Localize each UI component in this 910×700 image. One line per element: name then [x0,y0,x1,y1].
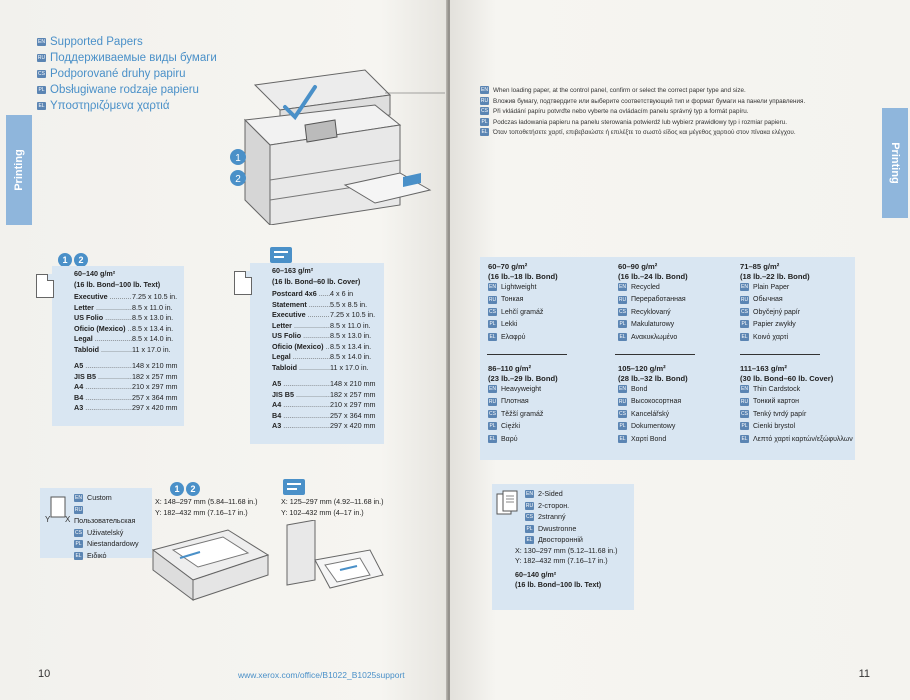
paper-weight: 111–163 g/m² [740,364,787,373]
size-row [74,313,178,324]
size-row [272,363,378,374]
lang-label [525,511,630,523]
paper-type-text: Makulaturowy [631,321,675,329]
lang-label [525,500,630,512]
lang-code-icon: PL [741,321,748,328]
lang-label [525,534,630,546]
paper-type-text: Lehčí gramáž [501,308,544,316]
paper-type-text: Lekki [501,321,518,329]
paper-type-name [740,421,853,433]
size-value: 210 x 297 mm [330,400,376,409]
duplex-weight-sub: (16 lb. Bond–100 lb. Text) [515,580,602,589]
custom-tray-y: Y: 182–432 mm (7.16–17 in.) [155,507,248,517]
heading-line [37,50,217,66]
size-row [74,303,178,314]
paper-type-text: Recycled [631,284,660,291]
lang-code-icon: EN [741,386,748,393]
separator [487,354,567,355]
lang-label [74,538,148,550]
paper-type-name [488,332,558,344]
size-name: Oficio (Mexico) ..... [272,342,330,353]
size-value: 8.5 x 13.4 in. [132,323,174,333]
heading-line [37,34,217,50]
paper-type-text: Těžší gramáž [501,410,544,418]
paper-type-name [618,282,688,294]
lang-code-icon: EL [741,435,748,442]
lang-text: Ειδικό [87,550,107,560]
duplex-box [492,484,634,610]
svg-text:Y: Y [45,515,51,524]
instruction-line [480,86,860,97]
lang-code-icon: RU [525,502,534,509]
size-row [74,403,178,414]
tray-weight-sub: (16 lb. Bond–100 lb. Text) [74,279,161,289]
size-row [272,421,378,432]
lang-text: 2-сторон. [538,500,570,510]
lang-code-icon: EN [489,386,496,393]
two-sided-icon [496,490,520,516]
lang-code-icon: EL [489,435,496,442]
lang-code-icon: RU [618,296,627,303]
paper-weight: 105–120 g/m² [618,364,666,373]
instruction-text: Při vkládání papíru potvrďte nebo vyberte na ovládacím panelu správný typ a formát papíru. [493,108,749,115]
lang-label [74,527,148,539]
size-row [272,342,378,353]
paper-type-name [740,409,853,421]
paper-type-name [618,409,688,421]
tray-1-badge: 1 [170,482,184,496]
tray-metric-list [74,361,178,414]
lang-code-icon: EN [489,284,496,291]
paper-type-text: Plain Paper [753,284,790,291]
paper-type-group [488,262,558,344]
heading-line [37,66,217,82]
lang-code-icon: PL [741,423,748,430]
lang-code-icon: RU [74,506,83,513]
tab-label: Printing [13,149,25,191]
size-name: Letter ..... [272,321,330,332]
paper-type-text: Kancelářský [631,410,670,418]
size-value: 182 x 257 mm [330,389,376,399]
lang-code-icon: PL [619,423,626,430]
paper-weight-sub: (23 lb.–29 lb. Bond) [488,374,558,383]
bypass-weight: 60–163 g/m² [272,266,314,275]
lang-code-icon: EN [526,491,533,498]
paper-type-text: Thin Cardstock [753,386,801,393]
right-page [450,0,910,700]
duplex-x: X: 130–297 mm (5.12–11.68 in.) [515,545,618,555]
size-value: 8.5 x 13.0 in. [132,313,174,322]
paper-type-group [618,364,688,446]
paper-type-name [618,384,688,396]
size-name: Executive ..... [74,292,132,303]
size-row [272,321,378,332]
printer-illustration [225,65,445,225]
custom-labels-list [74,492,148,561]
size-value: 5.5 x 8.5 in. [330,299,368,309]
loading-instructions [480,86,860,139]
instruction-line [480,107,860,118]
separator [615,354,695,355]
heading-line [37,98,217,114]
paper-type-name [740,332,810,344]
lang-code-icon: RU [488,398,497,405]
paper-weight-sub: (18 lb.–22 lb. Bond) [740,272,810,281]
tray-sizes-list [74,292,178,355]
paper-type-text: Переработанная [631,296,686,304]
size-value: 8.5 x 13.0 in. [330,331,372,340]
size-value: 11 x 17.0 in. [330,362,369,372]
custom-bypass-dims [281,497,384,518]
paper-type-text: Dokumentowy [631,423,676,431]
lang-code-icon: PL [489,321,496,328]
lang-code-icon: PL [75,541,82,548]
size-value: 210 x 297 mm [132,382,178,391]
paper-type-name [488,434,558,446]
paper-type-text: Heavyweight [501,386,542,393]
heading-text: Поддерживаемые виды бумаги [50,52,217,64]
lang-code-icon: EL [489,333,496,340]
size-value: 148 x 210 mm [330,379,376,388]
paper-type-name [488,294,558,306]
size-name: Postcard 4x6 ..... [272,289,330,300]
left-page [0,0,448,700]
lang-code-icon: CS [619,410,626,417]
size-name: A5 ..... [272,379,330,390]
duplex-y: Y: 182–432 mm (7.16–17 in.) [515,556,608,565]
paper-type-text: Tenký tvrdý papír [753,410,807,418]
lang-code-icon: CS [481,108,488,115]
lang-code-icon: EN [619,386,626,393]
tray-1-badge: 1 [58,253,72,267]
paper-type-name [740,434,853,446]
paper-type-text: Тонкий картон [753,398,800,406]
printing-tab-left [6,115,32,225]
size-row [74,361,178,372]
paper-type-text: Χαρτί Bond [631,435,667,443]
lang-text: Dwustronne [538,523,577,533]
tray-paper-box [52,266,184,426]
size-name: A5 ..... [74,361,132,372]
size-value: 257 x 364 mm [330,410,376,420]
size-name: A3 ..... [74,403,132,414]
size-name: Statement ..... [272,300,330,311]
lang-code-icon: EL [741,333,748,340]
size-name: US Folio ..... [272,331,330,342]
paper-type-text: Λεπτό χαρτί καρτών/εξώφυλλων [753,435,853,443]
support-url[interactable]: www.xerox.com/office/B1022_B1025support [238,670,405,680]
heading-text: Obsługiwane rodzaje papieru [50,84,199,96]
lang-code-icon: EL [526,537,533,544]
paper-type-name [618,434,688,446]
heading-text: Supported Papers [50,36,143,48]
paper-type-text: Ανακυκλωμένο [631,333,678,341]
size-row [272,310,378,321]
size-row [74,372,178,383]
size-value: 7.25 x 10.5 in. [330,310,376,319]
tab-label: Printing [889,142,901,184]
paper-type-name [618,294,688,306]
lang-label [74,550,148,562]
size-row [74,324,178,335]
size-name: Letter ..... [74,303,132,314]
size-row [272,400,378,411]
paper-type-text: Κοινό χαρτί [753,333,789,341]
lang-text: Custom [87,493,112,502]
paper-type-text: Lightweight [501,284,537,291]
lang-text: 2stranný [538,512,566,521]
paper-type-group [488,364,558,446]
svg-text:X: X [65,515,71,524]
paper-weight: 71–85 g/m² [740,262,780,271]
lang-code-icon: CS [741,410,748,417]
paper-weight-sub: (16 lb.–24 lb. Bond) [618,272,688,281]
size-row [272,300,378,311]
lang-label [74,504,148,527]
size-name: A4 ..... [272,400,330,411]
lang-code-icon: PL [619,321,626,328]
paper-type-name [740,282,810,294]
paper-icon [234,271,252,295]
paper-type-group [618,262,688,344]
svg-text:2: 2 [235,174,241,185]
lang-code-icon: EN [481,87,488,94]
size-row [272,289,378,300]
size-row [272,331,378,342]
instruction-text: When loading paper, at the control panel, confirm or select the correct paper type and size. [493,87,746,94]
paper-type-name [740,319,810,331]
custom-bypass-y: Y: 102–432 mm (4–17 in.) [281,507,364,517]
paper-type-text: Тонкая [501,296,524,304]
instruction-line [480,128,860,139]
bypass-metric-list [272,379,378,432]
bypass-tray-icon [270,247,292,263]
size-value: 8.5 x 13.4 in. [330,341,372,351]
paper-type-name [488,282,558,294]
printing-tab-right [882,108,908,218]
heading-line [37,82,217,98]
lang-label [525,488,630,500]
paper-type-text: Высокосортная [631,398,682,406]
bypass-tray-icon [283,479,305,495]
paper-type-name [488,384,558,396]
size-value: 257 x 364 mm [132,392,178,402]
paper-type-group [740,364,853,446]
paper-type-text: Ciężki [501,423,521,431]
lang-code-icon: EL [619,333,626,340]
lang-text: Двосторонній [538,535,583,544]
paper-icon [36,274,54,298]
lang-code-icon: PL [38,86,45,93]
paper-type-text: Ελαφρύ [501,333,526,341]
paper-type-name [740,396,853,408]
lang-code-icon: PL [481,118,488,125]
lang-code-icon: EN [38,38,45,45]
lang-code-icon: EL [481,129,488,136]
size-name: US Folio ..... [74,313,132,324]
paper-type-name [618,319,688,331]
paper-type-text: Obyčejný papír [753,308,801,316]
lang-code-icon: EN [619,284,626,291]
paper-weight: 60–90 g/m² [618,262,658,271]
instruction-text: Όταν τοποθετήσετε χαρτί, επιβεβαιώστε ή επιλέξτε το σωστό είδος και μέγεθος χαρτιού στον πίνακα ελέγχου. [493,129,796,136]
heading-text: Υποστηριζόμενα χαρτιά [50,100,170,112]
instruction-text: Вложив бумагу, подтвердите или выберите соответствующий тип и формат бумаги на панели управления. [493,97,806,105]
lang-code-icon: CS [619,308,626,315]
size-value: 297 x 420 mm [330,421,376,430]
size-value: 148 x 210 mm [132,361,178,370]
size-value: 8.5 x 11.0 in. [330,320,371,330]
paper-type-name [740,294,810,306]
page-number-right: 11 [858,668,870,680]
lang-code-icon: RU [740,296,749,303]
paper-type-text: Βαρύ [501,435,518,443]
bypass-sizes-list [272,289,378,373]
paper-type-name [740,307,810,319]
size-name: Legal ..... [272,352,330,363]
size-value: 7.25 x 10.5 in. [132,292,178,301]
lang-code-icon: RU [618,398,627,405]
lang-label [525,523,630,535]
paper-type-name [488,396,558,408]
separator [740,354,820,355]
paper-type-name [618,332,688,344]
size-row [74,382,178,393]
bypass-illustration [285,520,385,610]
svg-text:1: 1 [235,153,241,164]
instruction-text: Podczas ładowania papieru na panelu sterowania potwierdź lub wybierz prawidłowy typ i rozmiar papieru. [493,118,788,126]
heading-text: Podporované druhy papiru [50,68,186,80]
size-row [74,334,178,345]
paper-type-text: Плотная [501,398,529,406]
size-value: 297 x 420 mm [132,403,178,412]
lang-code-icon: RU [37,54,46,61]
lang-code-icon: CS [38,70,45,77]
lang-code-icon: RU [740,398,749,405]
paper-type-text: Bond [631,386,648,393]
lang-code-icon: PL [489,423,496,430]
lang-code-icon: RU [480,97,489,104]
paper-type-name [618,396,688,408]
tray-2-badge: 2 [186,482,200,496]
custom-size-icon [45,496,71,526]
size-row [74,393,178,404]
size-row [272,411,378,422]
lang-text: Niestandardowy [87,539,139,548]
tray-weight: 60–140 g/m² [74,269,116,278]
size-value: 182 x 257 mm [132,371,178,381]
lang-text: Пользовательская [74,516,136,525]
size-value: 8.5 x 14.0 in. [330,352,372,361]
size-name: Legal ..... [74,334,132,345]
supported-papers-heading [37,34,217,114]
size-row [74,345,178,356]
paper-type-name [488,307,558,319]
size-name: Tabloid ..... [272,363,330,374]
paper-weight-sub: (28 lb.–32 lb. Bond) [618,374,688,383]
paper-type-name [618,307,688,319]
paper-type-group [740,262,810,344]
lang-code-icon: EN [741,284,748,291]
size-row [74,292,178,303]
tray-illustration [148,520,273,610]
paper-weight-sub: (30 lb. Bond–60 lb. Cover) [740,374,834,383]
tray-2-badge: 2 [74,253,88,267]
paper-type-name [618,421,688,433]
paper-type-name [488,421,558,433]
size-value: 4 x 6 in [330,289,354,298]
size-name: Tabloid ..... [74,345,132,356]
size-name: A4 ..... [74,382,132,393]
paper-type-name [488,319,558,331]
bypass-paper-box [250,263,384,444]
paper-weight: 60–70 g/m² [488,262,528,271]
custom-size-box [40,488,152,558]
lang-text: 2-Sided [538,489,563,498]
size-row [272,390,378,401]
size-name: Oficio (Mexico) ..... [74,324,132,335]
lang-code-icon: CS [489,410,496,417]
size-value: 8.5 x 11.0 in. [132,302,173,312]
lang-code-icon: CS [489,308,496,315]
paper-type-text: Cienki brystol [753,423,796,431]
custom-tray-dims [155,497,258,518]
size-row [272,352,378,363]
size-name: Executive ..... [272,310,330,321]
lang-code-icon: EL [619,435,626,442]
lang-code-icon: EL [75,552,82,559]
lang-code-icon: PL [526,525,533,532]
paper-type-text: Recyklovaný [631,308,671,316]
custom-tray-badges [170,479,202,497]
duplex-weight: 60–140 g/m² [515,569,557,579]
lang-label [74,492,148,504]
paper-weight: 86–110 g/m² [488,364,532,373]
size-name: A3 ..... [272,421,330,432]
page-number-left: 10 [38,668,51,680]
lang-code-icon: CS [741,308,748,315]
custom-tray-x: X: 148–297 mm (5.84–11.68 in.) [155,497,258,506]
paper-type-name [488,409,558,421]
size-row [272,379,378,390]
duplex-labels-list [525,488,630,546]
size-name: B4 ..... [74,393,132,404]
lang-code-icon: CS [526,514,533,521]
size-value: 11 x 17.0 in. [132,344,171,354]
instruction-line [480,97,860,108]
lang-code-icon: RU [488,296,497,303]
lang-code-icon: EN [75,495,82,502]
paper-type-text: Papier zwykły [753,321,796,329]
lang-code-icon: CS [75,529,82,536]
paper-type-text: Обычная [753,296,783,304]
custom-bypass-x: X: 125–297 mm (4.92–11.68 in.) [281,497,384,506]
size-name: JIS B5 ..... [272,390,330,401]
lang-text: Uživatelský [87,527,124,537]
lang-code-icon: EL [38,102,45,109]
bypass-weight-sub: (16 lb. Bond–60 lb. Cover) [272,276,361,286]
instruction-line [480,118,860,129]
paper-weight-sub: (16 lb.–18 lb. Bond) [488,272,558,281]
size-value: 8.5 x 14.0 in. [132,334,174,343]
paper-type-name [740,384,853,396]
size-name: B4 ..... [272,411,330,422]
size-name: JIS B5 ..... [74,372,132,383]
